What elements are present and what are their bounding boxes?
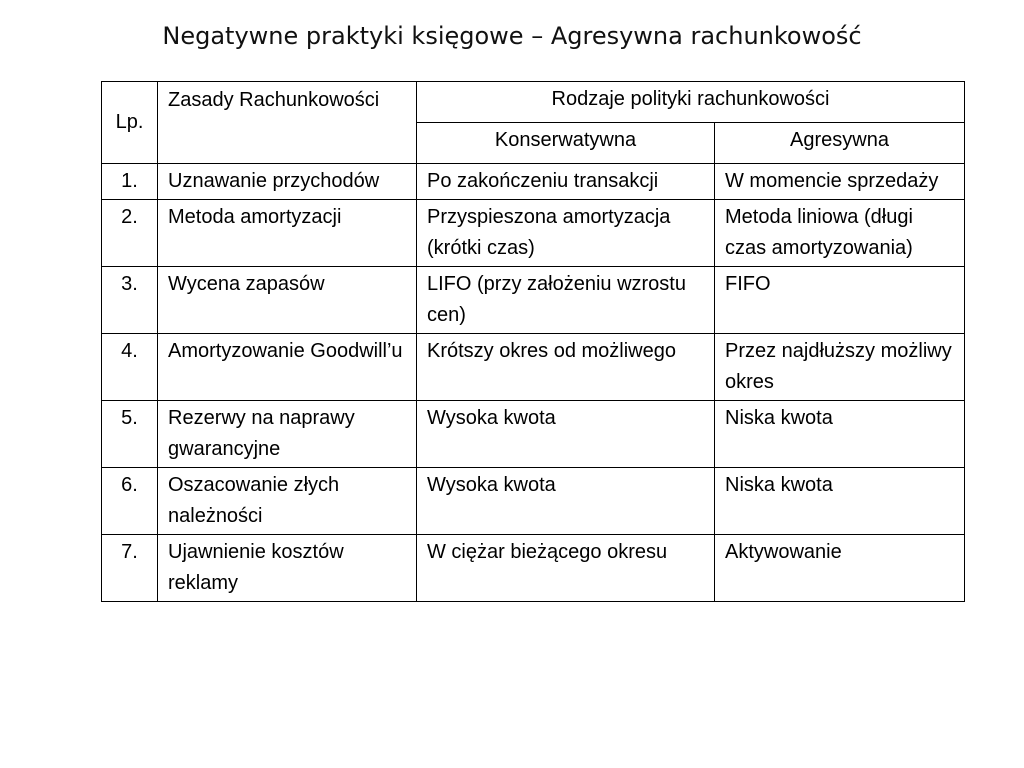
header-principles: Zasady Rachunkowości [158, 82, 417, 164]
row-conservative: Wysoka kwota [417, 468, 715, 535]
slide-title: Negatywne praktyki księgowe – Agresywna rachunkowość [162, 22, 862, 50]
row-lp: 5. [102, 401, 158, 468]
row-principle: Amortyzowanie Goodwill’u [158, 334, 417, 401]
row-conservative: Wysoka kwota [417, 401, 715, 468]
row-aggressive: Metoda liniowa (długi czas amortyzowania) [715, 200, 965, 267]
row-aggressive: Niska kwota [715, 468, 965, 535]
table-row [102, 401, 965, 468]
row-principle: Uznawanie przychodów [158, 164, 417, 200]
row-lp: 6. [102, 468, 158, 535]
row-conservative: Po zakończeniu transakcji [417, 164, 715, 200]
row-principle: Rezerwy na naprawy gwarancyjne [158, 401, 417, 468]
row-principle: Metoda amortyzacji [158, 200, 417, 267]
header-conservative: Konserwatywna [417, 123, 715, 164]
row-lp: 4. [102, 334, 158, 401]
table-row [102, 334, 965, 401]
row-aggressive: Aktywowanie [715, 535, 965, 602]
table-row [102, 468, 965, 535]
header-policy-types: Rodzaje polityki rachunkowości [417, 82, 965, 123]
table-row [102, 267, 965, 334]
row-lp: 1. [102, 164, 158, 200]
row-aggressive: W momencie sprzedaży [715, 164, 965, 200]
header-aggressive: Agresywna [715, 123, 965, 164]
row-conservative: W ciężar bieżącego okresu [417, 535, 715, 602]
row-conservative: Krótszy okres od możliwego [417, 334, 715, 401]
row-aggressive: Niska kwota [715, 401, 965, 468]
accounting-policy-table [101, 81, 965, 602]
row-lp: 7. [102, 535, 158, 602]
row-principle: Oszacowanie złych należności [158, 468, 417, 535]
header-row-1 [102, 82, 965, 123]
row-lp: 2. [102, 200, 158, 267]
table-body [102, 82, 965, 602]
row-principle: Wycena zapasów [158, 267, 417, 334]
row-aggressive: Przez najdłuższy możliwy okres [715, 334, 965, 401]
table-row [102, 164, 965, 200]
table-row [102, 200, 965, 267]
row-principle: Ujawnienie kosztów reklamy [158, 535, 417, 602]
row-lp: 3. [102, 267, 158, 334]
row-conservative: Przyspieszona amortyzacja (krótki czas) [417, 200, 715, 267]
header-lp: Lp. [102, 82, 158, 164]
row-aggressive: FIFO [715, 267, 965, 334]
row-conservative: LIFO (przy założeniu wzrostu cen) [417, 267, 715, 334]
table-row [102, 535, 965, 602]
